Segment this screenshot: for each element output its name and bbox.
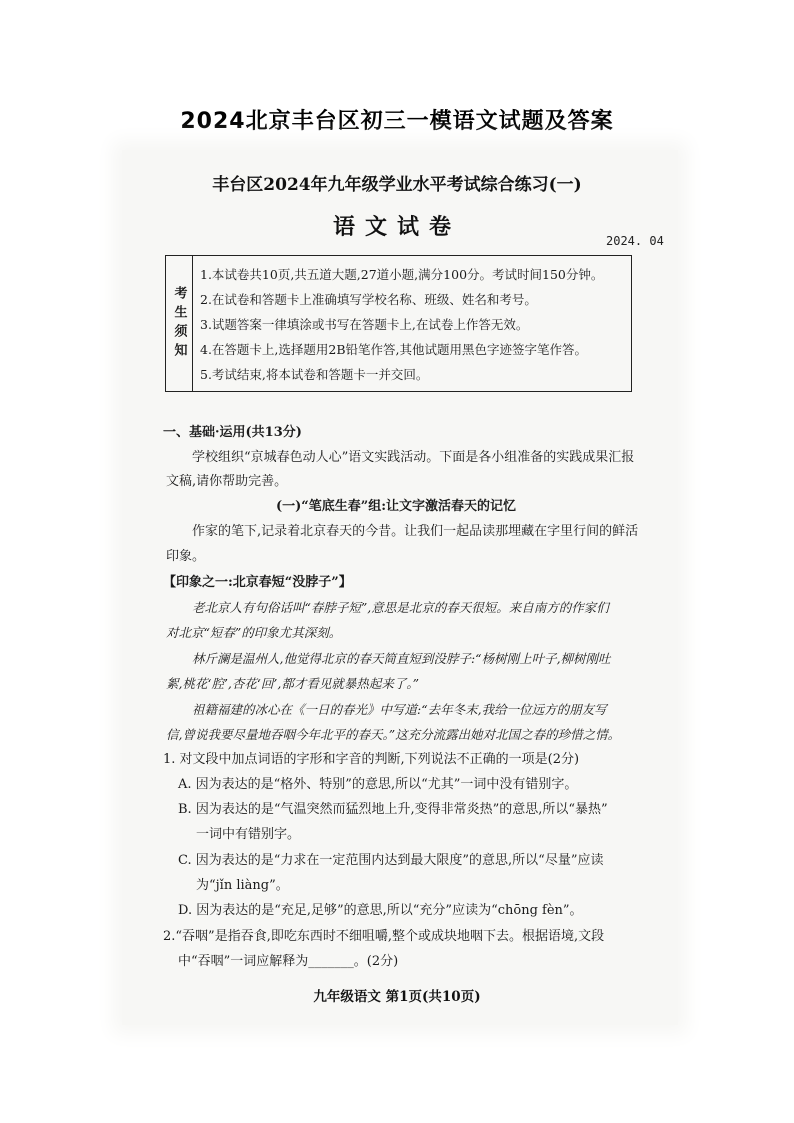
- document-title: 2024北京丰台区初三一模语文试题及答案: [180, 109, 614, 134]
- exam-header: 丰台区2024年九年级学业水平考试综合练习(一): [212, 175, 582, 195]
- question-1-option-c-cont: 为“jǐn liàng”。: [196, 878, 289, 893]
- question-2-line: 2.“吞咽”是指吞食,即吃东西时不细咀嚼,整个或成块地咽下去。根据语境,文段: [163, 929, 605, 944]
- passage-line: 老北京人有句俗话叫“春脖子短”,意思是北京的春天很短。来自南方的作家们: [192, 600, 609, 615]
- notice-item: 1.本试卷共10页,共五道大题,27道小题,满分100分。考试时间150分钟。: [200, 267, 604, 282]
- intro-line: 文稿,请你帮助完善。: [166, 474, 288, 489]
- paper-date: 2024. 04: [606, 234, 664, 248]
- passage-line: 信,曾说我要尽量地吞咽今年北平的春天。”这充分流露出她对北国之春的珍惜之情。: [166, 727, 621, 742]
- group-intro-line: 作家的笔下,记录着北京春天的今昔。让我们一起品读那埋藏在字里行间的鲜活: [192, 524, 639, 539]
- question-1-option-b: B. 因为表达的是“气温突然而猛烈地上升,变得非常炎热”的意思,所以“暴热”: [178, 802, 608, 817]
- notice-list: [200, 262, 625, 387]
- section-heading: 一、基础·运用(共13分): [163, 425, 302, 440]
- page-footer: 九年级语文 第1页(共10页): [313, 989, 481, 1005]
- passage-line: 絮,桃花‘腔’,杏花‘回’,都才看见就暴热起来了。”: [166, 676, 419, 691]
- notice-item: 2.在试卷和答题卡上准确填写学校名称、班级、姓名和考号。: [200, 292, 537, 307]
- question-1-option-d: D. 因为表达的是“充足,足够”的意思,所以“充分”应读为“chōng fèn”。: [178, 903, 583, 918]
- impression-title: 【印象之一:北京春短“没脖子”】: [163, 575, 352, 590]
- intro-line: 学校组织“京城春色动人心”语文实践活动。下面是各小组准备的实践成果汇报: [192, 450, 635, 465]
- question-1-stem: 1. 对文段中加点词语的字形和字音的判断,下列说法不正确的一项是(2分): [163, 752, 580, 767]
- notice-item: 3.试题答案一律填涂或书写在答题卡上,在试卷上作答无效。: [200, 317, 529, 332]
- question-1-option-a: A. 因为表达的是“格外、特别”的意思,所以“尤其”一词中没有错别字。: [178, 777, 578, 792]
- notice-item: 4.在答题卡上,选择题用2B铅笔作答,其他试题用黑色字迹签字笔作答。: [200, 342, 588, 357]
- group-title: (一)“笔底生春”组:让文字激活春天的记忆: [276, 499, 517, 514]
- group-intro-line: 印象。: [166, 549, 206, 564]
- candidate-notice-box: [165, 255, 632, 392]
- paper-title: 语文试卷: [332, 214, 461, 240]
- notice-label-cell: [166, 256, 193, 391]
- passage-line: 对北京“短春”的印象尤其深刻。: [166, 625, 342, 640]
- question-2-line: 中“吞咽”一词应解释为_______。(2分): [178, 954, 399, 969]
- question-1-option-c: C. 因为表达的是“力求在一定范围内达到最大限度”的意思,所以“尽量”应读: [178, 853, 604, 868]
- notice-item: 5.考试结束,将本试卷和答题卡一并交回。: [200, 367, 429, 382]
- question-1-option-b-cont: 一词中有错别字。: [196, 827, 301, 842]
- notice-label: 考生须知: [171, 285, 187, 362]
- passage-line: 林斤澜是温州人,他觉得北京的春天简直短到没脖子:“杨树刚上叶子,柳树刚吐: [192, 651, 611, 666]
- passage-line: 祖籍福建的冰心在《一日的春光》中写道:“去年冬末,我给一位远方的朋友写: [192, 702, 607, 717]
